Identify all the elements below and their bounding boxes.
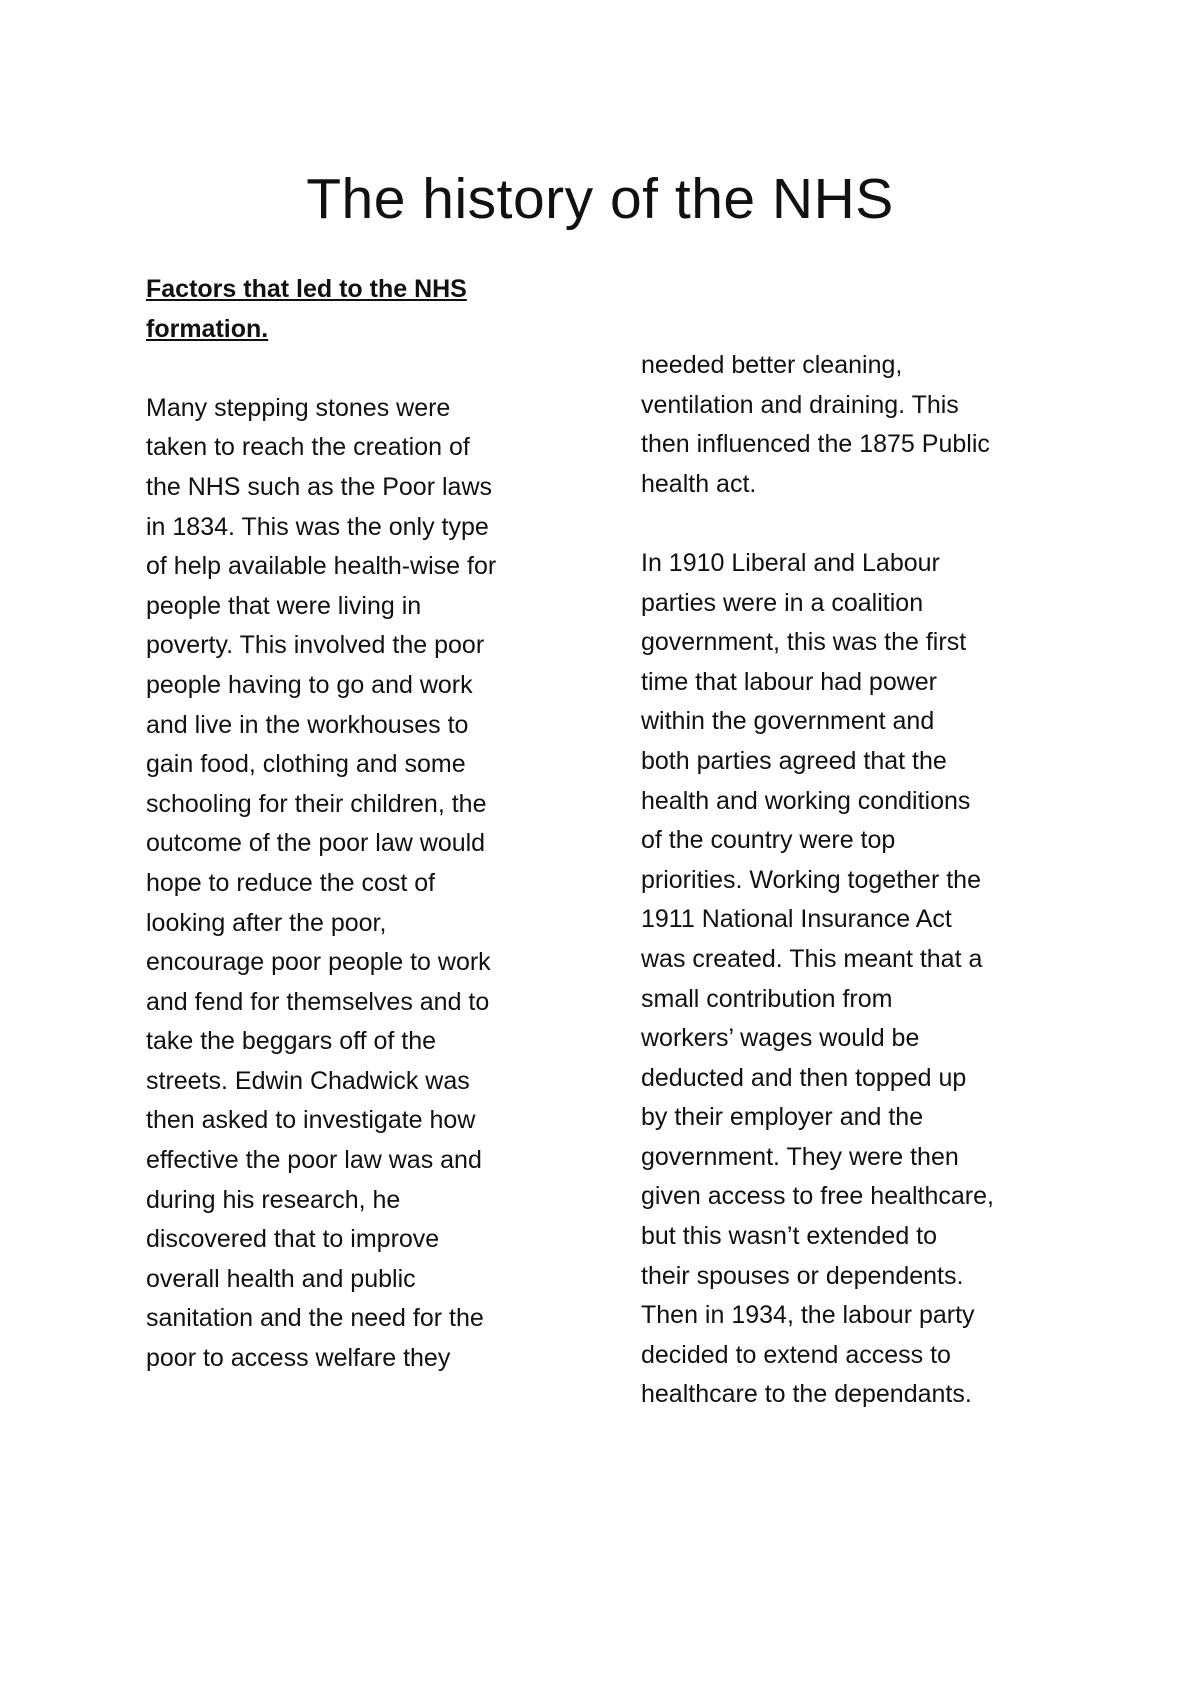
left-paragraph-1 bbox=[146, 389, 596, 1379]
section-heading-line: Factors that led to the NHS bbox=[146, 275, 467, 303]
text-line: take the beggars off of the bbox=[146, 1027, 437, 1056]
text-line: time that labour had power bbox=[641, 667, 938, 696]
text-line: priorities. Working together the bbox=[641, 865, 981, 894]
text-line: gain food, clothing and some bbox=[146, 750, 466, 779]
text-line: 1911 National Insurance Act bbox=[641, 905, 952, 934]
section-heading bbox=[146, 270, 596, 349]
text-line: outcome of the poor law would bbox=[146, 829, 486, 858]
text-line: both parties agreed that the bbox=[641, 746, 947, 775]
text-line: their spouses or dependents. bbox=[641, 1261, 964, 1290]
text-line: given access to free healthcare, bbox=[641, 1182, 994, 1211]
text-line: hope to reduce the cost of bbox=[146, 868, 436, 897]
text-line: parties were in a coalition bbox=[641, 588, 924, 617]
text-line: deducted and then topped up bbox=[641, 1063, 967, 1092]
text-line: people having to go and work bbox=[146, 670, 473, 699]
text-line: schooling for their children, the bbox=[146, 789, 487, 818]
right-column bbox=[641, 346, 1091, 1415]
right-paragraph-1 bbox=[641, 346, 1091, 504]
text-line: health and working conditions bbox=[641, 786, 971, 815]
text-line: needed better cleaning, bbox=[641, 351, 903, 379]
text-line: encourage poor people to work bbox=[146, 948, 491, 977]
text-line: then influenced the 1875 Public bbox=[641, 430, 990, 459]
text-line: Then in 1934, the labour party bbox=[641, 1301, 975, 1330]
text-line: was created. This meant that a bbox=[641, 944, 983, 973]
text-line: workers’ wages would be bbox=[641, 1024, 920, 1053]
text-line: of the country were top bbox=[641, 826, 896, 855]
text-line: poverty. This involved the poor bbox=[146, 631, 485, 660]
text-line: in 1834. This was the only type bbox=[146, 512, 489, 541]
text-line: within the government and bbox=[641, 707, 935, 736]
text-line: discovered that to improve bbox=[146, 1225, 440, 1254]
text-line: streets. Edwin Chadwick was bbox=[146, 1066, 470, 1095]
text-line: and live in the workhouses to bbox=[146, 710, 469, 739]
text-line: government. They were then bbox=[641, 1142, 959, 1171]
right-paragraph-2 bbox=[641, 544, 1091, 1415]
text-line: and fend for themselves and to bbox=[146, 987, 490, 1016]
text-line: overall health and public bbox=[146, 1264, 416, 1293]
text-line: of help available health-wise for bbox=[146, 552, 497, 581]
text-line: Many stepping stones were bbox=[146, 393, 451, 422]
page-title: The history of the NHS bbox=[306, 167, 894, 231]
text-line: small contribution from bbox=[641, 984, 893, 1013]
text-line: by their employer and the bbox=[641, 1103, 924, 1132]
text-line: taken to reach the creation of bbox=[146, 433, 470, 462]
text-line: people that were living in bbox=[146, 591, 422, 620]
text-line: ventilation and draining. This bbox=[641, 390, 959, 419]
text-line: health act. bbox=[641, 469, 757, 498]
text-line: poor to access welfare they bbox=[146, 1344, 451, 1373]
text-line: then asked to investigate how bbox=[146, 1106, 476, 1135]
text-line: the NHS such as the Poor laws bbox=[146, 472, 492, 501]
text-line: looking after the poor, bbox=[146, 908, 387, 937]
text-line: sanitation and the need for the bbox=[146, 1304, 484, 1333]
text-line: government, this was the first bbox=[641, 628, 967, 657]
section-heading-line: formation. bbox=[146, 314, 269, 343]
text-line: decided to extend access to bbox=[641, 1340, 951, 1369]
left-column bbox=[146, 270, 596, 1379]
text-line: effective the poor law was and bbox=[146, 1146, 482, 1175]
text-line: but this wasn’t extended to bbox=[641, 1222, 938, 1251]
text-line: In 1910 Liberal and Labour bbox=[641, 548, 940, 577]
text-line: during his research, he bbox=[146, 1185, 401, 1214]
text-line: healthcare to the dependants. bbox=[641, 1380, 972, 1409]
